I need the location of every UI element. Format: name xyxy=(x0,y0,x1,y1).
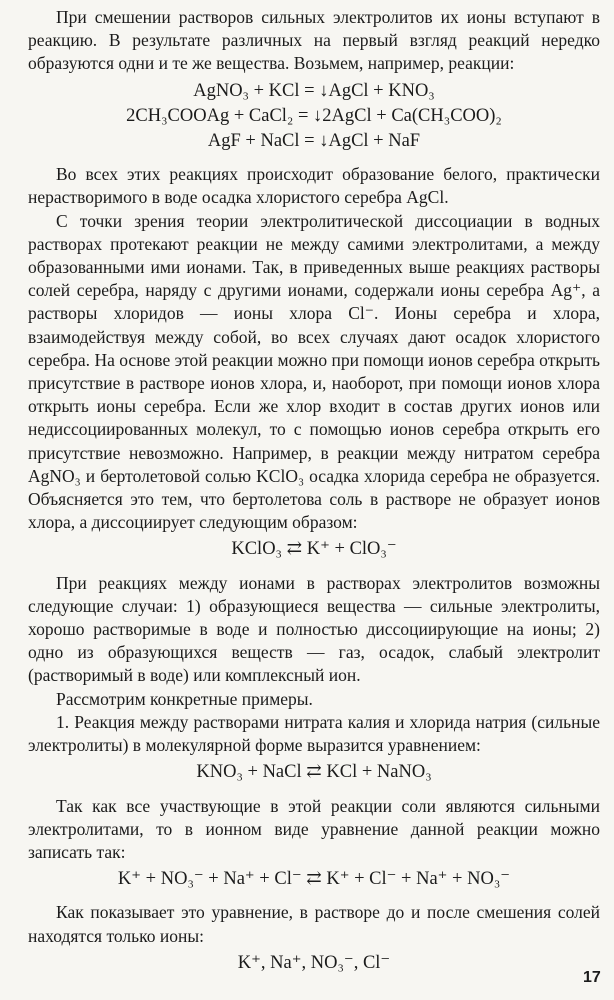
equation-block-ionic xyxy=(28,868,600,891)
equation-ions-list: K⁺, Na⁺, NO₃⁻, Cl⁻ xyxy=(237,952,391,973)
equation-molecular: KNO₃ + NaCl ⇄ KCl + NaNO₃ xyxy=(196,762,432,783)
paragraph-intro: При смешении растворов сильных электролитов их ионы вступают в реакцию. В результате различных на первый взгляд реакций нередко образуются одни и те же вещества. Возьмем, например, реакции: xyxy=(28,7,600,74)
paragraph-ionic-theory: С точки зрения теории электролитической диссоциации в водных растворах протекают реакции не между самими электролитами, а между образованными ими ионами. Так, в приведенных выше реакциях растворы солей серебра, наряду с другими ионами, содержали ионы серебра Ag⁺, а растворы хлоридов — ионы хлора Cl⁻. Ионы серебра и хлора, взаимодействуя между собой, во всех случаях дают осадок хлористого серебра. На основе этой реакции можно при помощи ионов серебра открыть присутствие в растворе ионов хлора, и, наоборот, при помощи ионов хлора открыть ионы серебра. Если же хлор входит в состав других ионов или недиссоциированных молекул, то с помощью ионов серебра открыть его присутствие невозможно. Например, в реакции между нитратом серебра AgNO₃ и бертолетовой солью KClO₃ осадка хлорида серебра не образуется. Объясняется это тем, что бертолетова соль в растворе не образует ионов хлора, а диссоциирует следующим образом: xyxy=(28,210,600,533)
paragraph-only-ions: Как показывает это уравнение, в растворе до и после смешения солей находятся только ионы: xyxy=(28,902,600,946)
equation-ionic: K⁺ + NO₃⁻ + Na⁺ + Cl⁻ ⇄ K⁺ + Cl⁻ + Na⁺ + NO₃⁻ xyxy=(117,869,511,890)
paragraph-example-1: 1. Реакция между растворами нитрата калия и хлорида натрия (сильные электролиты) в молекулярной форме выразится уравнением: xyxy=(28,711,600,756)
paragraph-ionic-form: Так как все участвующие в этой реакции соли являются сильными электролитами, то в ионном виде уравнение данной реакции можно записать так: xyxy=(28,795,600,862)
page-number: 17 xyxy=(583,969,601,986)
paragraph-cases: При реакциях между ионами в растворах электролитов возможны следующие случаи: 1) образующиеся вещества — сильные электролиты, хорошо растворимые в воде и полностью диссоциирующие на ионы; 2) одно из образующихся веществ — газ, осадок, слабый электролит (растворимый в воде) или комплексный ион. xyxy=(28,572,600,686)
equation-block-ions-list xyxy=(28,952,600,975)
equation-block-chlorate xyxy=(28,538,600,561)
equation-silver-acetate: 2CH₃COOAg + CaCl₂ = ↓2AgCl + Ca(CH₃COO)₂ xyxy=(126,105,502,126)
equation-silver-fluoride: AgF + NaCl = ↓AgCl + NaF xyxy=(207,131,421,152)
equation-block-molecular xyxy=(28,761,600,784)
paragraph-examples: Рассмотрим конкретные примеры. xyxy=(56,688,313,709)
page-body xyxy=(28,6,600,981)
paragraph-precipitate: Во всех этих реакциях происходит образование белого, практически нерастворимого в воде осадка хлористого серебра AgCl. xyxy=(28,164,600,208)
equation-silver-nitrate: AgNO₃ + KCl = ↓AgCl + KNO₃ xyxy=(193,80,435,101)
equation-block-reactions xyxy=(28,80,600,154)
equation-chlorate-dissociation: KClO₃ ⇄ K⁺ + ClO₃⁻ xyxy=(231,539,397,560)
